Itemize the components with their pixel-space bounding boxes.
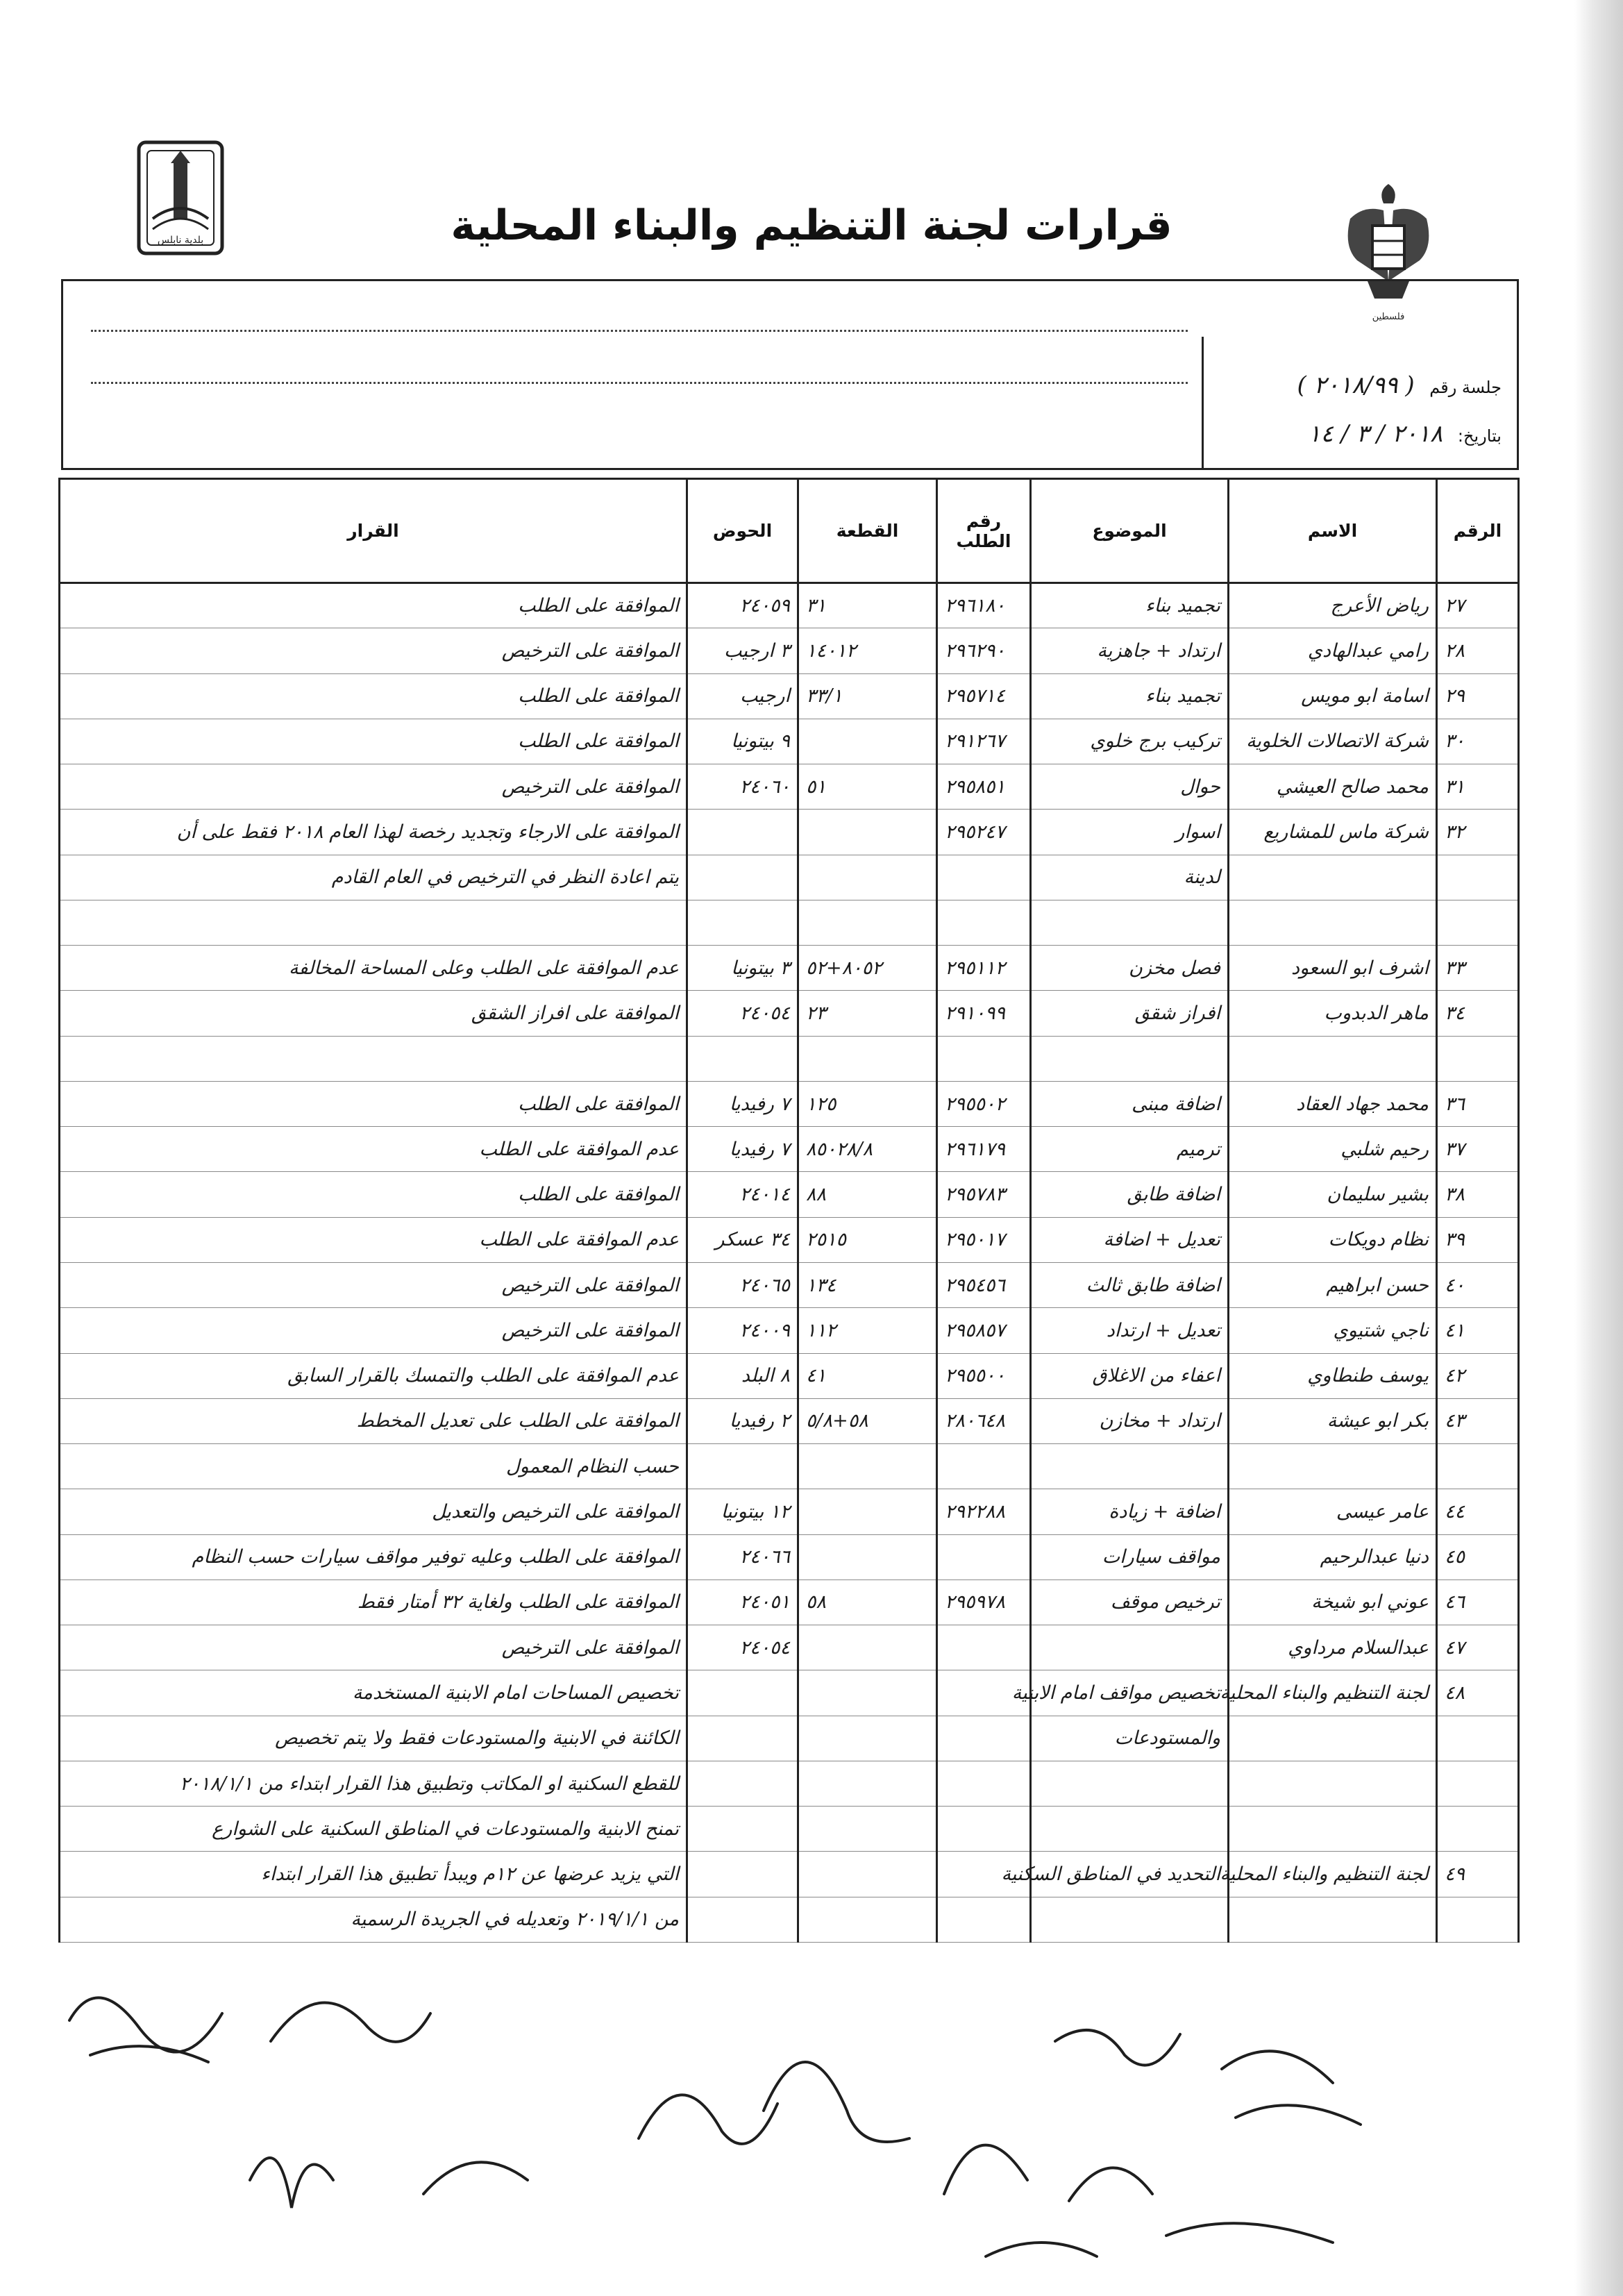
row-basin — [687, 810, 798, 855]
row-plot: ٨٥٠٢٨/٨ — [798, 1127, 937, 1172]
row-decision: للقطع السكنية او المكاتب وتطبيق هذا القرار ابتداء من ٢٠١٨/١/١ — [60, 1761, 687, 1806]
row-name: ماهر الدبدوب — [1229, 991, 1437, 1036]
row-subject: مواقف سيارات — [1031, 1534, 1229, 1579]
row-subject: ارتداد + مخازن — [1031, 1398, 1229, 1443]
row-plot: ٤١ — [798, 1353, 937, 1398]
row-name: رياض الأعرج — [1229, 583, 1437, 628]
row-plot: ٣١ — [798, 583, 937, 628]
row-number — [1437, 1444, 1519, 1489]
row-number: ٤١ — [1437, 1308, 1519, 1353]
row-basin: ٢٤٠٥٩ — [687, 583, 798, 628]
row-decision: الموافقة على الترخيص — [60, 628, 687, 673]
session-value: ( ٢٠١٨/٩٩ ) — [1297, 371, 1415, 399]
row-basin: ٩ بيتونيا — [687, 719, 798, 764]
row-request-number: ٢٩٥٥٠٢ — [937, 1081, 1031, 1126]
row-basin — [687, 855, 798, 900]
row-name — [1229, 1761, 1437, 1806]
row-plot — [798, 1534, 937, 1579]
emblem-caption: فلسطين — [1372, 312, 1405, 322]
table-row — [60, 1852, 1519, 1897]
row-request-number: ٢٩٥٢٤٧ — [937, 810, 1031, 855]
row-number: ٤٤ — [1437, 1489, 1519, 1534]
row-request-number: ٢٩٦٢٩٠ — [937, 628, 1031, 673]
row-plot — [798, 900, 937, 945]
row-name: شركة الاتصالات الخلوية — [1229, 719, 1437, 764]
row-name: رحيم شلبي — [1229, 1127, 1437, 1172]
row-number: ٤٣ — [1437, 1398, 1519, 1443]
row-number: ٣٦ — [1437, 1081, 1519, 1126]
row-request-number: ٢٩٥٥٠٠ — [937, 1353, 1031, 1398]
row-basin: ٢٤٠٠٩ — [687, 1308, 798, 1353]
table-row — [60, 1353, 1519, 1398]
table-row — [60, 1761, 1519, 1806]
row-basin: ٢٤٠٥١ — [687, 1579, 798, 1625]
row-request-number — [937, 1534, 1031, 1579]
row-subject: تركيب برج خلوي — [1031, 719, 1229, 764]
row-subject — [1031, 1625, 1229, 1670]
row-basin: ٢٤٠٦٦ — [687, 1534, 798, 1579]
row-request-number — [937, 855, 1031, 900]
row-basin: ٢٤٠٥٤ — [687, 1625, 798, 1670]
row-name — [1229, 1807, 1437, 1852]
row-name — [1229, 1716, 1437, 1761]
row-subject: لدينة — [1031, 855, 1229, 900]
row-subject — [1031, 1807, 1229, 1852]
table-row — [60, 810, 1519, 855]
row-decision: عدم الموافقة على الطلب والتمسك بالقرار السابق — [60, 1353, 687, 1398]
row-name — [1229, 1444, 1437, 1489]
row-name — [1229, 900, 1437, 945]
row-decision: الموافقة على الطلب — [60, 583, 687, 628]
row-plot: ٨٠٥٢+٥٢ — [798, 946, 937, 991]
row-name: اشرف ابو السعود — [1229, 946, 1437, 991]
table-row — [60, 764, 1519, 810]
row-name: لجنة التنظيم والبناء المحلية — [1229, 1852, 1437, 1897]
row-decision — [60, 1036, 687, 1081]
row-plot: ٢٥١٥ — [798, 1217, 937, 1262]
row-number: ٣٩ — [1437, 1217, 1519, 1262]
row-decision: الموافقة على الطلب — [60, 673, 687, 719]
row-request-number: ٢٩٥٤٥٦ — [937, 1262, 1031, 1307]
row-name: عوني ابو شيخة — [1229, 1579, 1437, 1625]
row-basin: ٢ رفيديا — [687, 1398, 798, 1443]
row-request-number: ٢٩٦١٨٠ — [937, 583, 1031, 628]
row-plot: ٣٣/١ — [798, 673, 937, 719]
row-decision: تمنح الابنية والمستودعات في المناطق السكنية على الشوارع — [60, 1807, 687, 1852]
row-request-number: ٢٩١٢٦٧ — [937, 719, 1031, 764]
table-row — [60, 991, 1519, 1036]
row-plot — [798, 1670, 937, 1716]
row-name: بشير سليمان — [1229, 1172, 1437, 1217]
row-decision: الموافقة على افراز الشقق — [60, 991, 687, 1036]
row-decision: حسب النظام المعمول — [60, 1444, 687, 1489]
row-number: ٤٧ — [1437, 1625, 1519, 1670]
row-request-number — [937, 1716, 1031, 1761]
session-label: جلسة رقم — [1429, 378, 1502, 397]
table-row — [60, 1534, 1519, 1579]
row-request-number: ٢٩٥٨٥٧ — [937, 1308, 1031, 1353]
row-basin — [687, 1807, 798, 1852]
row-decision: الموافقة على الترخيص — [60, 1262, 687, 1307]
row-basin — [687, 1852, 798, 1897]
table-row — [60, 719, 1519, 764]
table-row — [60, 1398, 1519, 1443]
row-basin: ٨ البلد — [687, 1353, 798, 1398]
row-number: ٤٠ — [1437, 1262, 1519, 1307]
row-subject: اعفاء من الاغلاق — [1031, 1353, 1229, 1398]
date-label: بتاريخ: — [1457, 426, 1502, 446]
row-number: ٤٦ — [1437, 1579, 1519, 1625]
header-divider — [1202, 337, 1204, 470]
row-subject: تعديل + اضافة — [1031, 1217, 1229, 1262]
row-plot — [798, 1625, 937, 1670]
row-subject: تخصيص مواقف امام الابنية — [1031, 1670, 1229, 1716]
row-subject: والمستودعات — [1031, 1716, 1229, 1761]
row-subject: اسوار — [1031, 810, 1229, 855]
row-subject: اضافة طابق — [1031, 1172, 1229, 1217]
row-decision: الكائنة في الابنية والمستودعات فقط ولا يتم تخصيص — [60, 1716, 687, 1761]
row-plot: ٢٣ — [798, 991, 937, 1036]
row-plot: ٨٨ — [798, 1172, 937, 1217]
table-row — [60, 1217, 1519, 1262]
row-plot — [798, 810, 937, 855]
row-basin: ٢٤٠١٤ — [687, 1172, 798, 1217]
row-subject: ارتداد + جاهزية — [1031, 628, 1229, 673]
row-plot: ١٤٠١٢ — [798, 628, 937, 673]
table-row — [60, 1670, 1519, 1716]
row-plot — [798, 1716, 937, 1761]
table-row — [60, 1036, 1519, 1081]
row-number: ٤٥ — [1437, 1534, 1519, 1579]
row-name: بكر ابو عيشة — [1229, 1398, 1437, 1443]
row-request-number: ٢٩١٠٩٩ — [937, 991, 1031, 1036]
row-plot: ٥٨ — [798, 1579, 937, 1625]
row-subject: ترخيص موقف — [1031, 1579, 1229, 1625]
row-request-number: ٢٩٥١١٢ — [937, 946, 1031, 991]
column-header-name: الاسم — [1229, 479, 1437, 583]
row-decision: الموافقة على الترخيص — [60, 764, 687, 810]
row-number: ٣٨ — [1437, 1172, 1519, 1217]
row-subject — [1031, 1761, 1229, 1806]
table-row — [60, 900, 1519, 945]
row-number: ٤٩ — [1437, 1852, 1519, 1897]
row-request-number — [937, 1761, 1031, 1806]
session-number — [1287, 371, 1502, 399]
row-number — [1437, 1807, 1519, 1852]
row-subject: اضافة + زيادة — [1031, 1489, 1229, 1534]
row-name: دنيا عبدالرحيم — [1229, 1534, 1437, 1579]
row-decision: يتم اعادة النظر في الترخيص في العام القادم — [60, 855, 687, 900]
row-basin — [687, 1761, 798, 1806]
row-number: ٢٩ — [1437, 673, 1519, 719]
row-decision: من ٢٠١٩/١/١ وتعديله في الجريدة الرسمية — [60, 1897, 687, 1942]
row-decision: الموافقة على الطلب — [60, 1172, 687, 1217]
row-plot: ٥٨+٥/٨ — [798, 1398, 937, 1443]
table-row — [60, 946, 1519, 991]
signatures — [42, 1930, 1499, 2277]
row-name — [1229, 1036, 1437, 1081]
table-row — [60, 583, 1519, 628]
row-number — [1437, 1036, 1519, 1081]
table-row — [60, 1262, 1519, 1307]
table-row — [60, 1308, 1519, 1353]
table-row — [60, 1807, 1519, 1852]
row-name: ناجي شتيوي — [1229, 1308, 1437, 1353]
row-plot — [798, 1807, 937, 1852]
row-plot — [798, 1761, 937, 1806]
row-name: محمد صالح العيشي — [1229, 764, 1437, 810]
row-number: ٤٢ — [1437, 1353, 1519, 1398]
row-decision: الموافقة على الطلب ولغاية ٣٢ أمتار فقط — [60, 1579, 687, 1625]
row-name: لجنة التنظيم والبناء المحلية — [1229, 1670, 1437, 1716]
row-request-number — [937, 1625, 1031, 1670]
row-basin: ١٢ بيتونيا — [687, 1489, 798, 1534]
column-header-request: رقم الطلب — [937, 479, 1031, 583]
table-row — [60, 1172, 1519, 1217]
row-subject: ترميم — [1031, 1127, 1229, 1172]
row-decision: عدم الموافقة على الطلب — [60, 1127, 687, 1172]
row-decision: تخصيص المساحات امام الابنية المستخدمة — [60, 1670, 687, 1716]
table-body — [60, 583, 1519, 1943]
row-name: رامي عبدالهادي — [1229, 628, 1437, 673]
row-subject: تجميد بناء — [1031, 673, 1229, 719]
row-name: حسن ابراهيم — [1229, 1262, 1437, 1307]
row-decision: الموافقة على الطلب وعليه توفير مواقف سيارات حسب النظام — [60, 1534, 687, 1579]
row-decision: الموافقة على الترخيص — [60, 1308, 687, 1353]
row-plot — [798, 1036, 937, 1081]
table-row — [60, 1444, 1519, 1489]
session-date — [1298, 420, 1502, 448]
row-subject: فصل مخزن — [1031, 946, 1229, 991]
row-plot: ١٢٥ — [798, 1081, 937, 1126]
row-subject — [1031, 1036, 1229, 1081]
row-decision: الموافقة على الطلب — [60, 1081, 687, 1126]
row-request-number — [937, 900, 1031, 945]
dotted-line — [91, 382, 1188, 384]
row-plot: ١١٢ — [798, 1308, 937, 1353]
row-name — [1229, 855, 1437, 900]
row-number: ٢٨ — [1437, 628, 1519, 673]
row-subject: اضافة طابق ثالث — [1031, 1262, 1229, 1307]
row-plot: ٥١ — [798, 764, 937, 810]
column-header-plot: القطعة — [798, 479, 937, 583]
table-header-row — [60, 479, 1519, 583]
row-basin: ٢٤٠٥٤ — [687, 991, 798, 1036]
row-request-number: ٢٨٠٦٤٨ — [937, 1398, 1031, 1443]
row-number: ٢٧ — [1437, 583, 1519, 628]
table-row — [60, 855, 1519, 900]
row-decision: الموافقة على الترخيص — [60, 1625, 687, 1670]
row-plot — [798, 1852, 937, 1897]
row-number: ٣٠ — [1437, 719, 1519, 764]
row-name: شركة ماس للمشاريع — [1229, 810, 1437, 855]
row-request-number — [937, 1036, 1031, 1081]
scan-edge-shadow — [1574, 0, 1623, 2296]
row-decision: الموافقة على الطلب — [60, 719, 687, 764]
row-name: اسامة ابو مويس — [1229, 673, 1437, 719]
row-subject: تجميد بناء — [1031, 583, 1229, 628]
page-title: قرارات لجنة التنظيم والبناء المحلية — [451, 201, 1172, 250]
row-number — [1437, 855, 1519, 900]
row-number — [1437, 1761, 1519, 1806]
row-request-number: ٢٩٥٠١٧ — [937, 1217, 1031, 1262]
row-number — [1437, 900, 1519, 945]
row-plot — [798, 855, 937, 900]
column-header-decision: القرار — [60, 479, 687, 583]
row-plot — [798, 719, 937, 764]
row-basin: ٢٤٠٦٠ — [687, 764, 798, 810]
table-row — [60, 673, 1519, 719]
row-subject: تعديل + ارتداد — [1031, 1308, 1229, 1353]
row-request-number — [937, 1444, 1031, 1489]
row-plot — [798, 1444, 937, 1489]
row-basin: ارجيب — [687, 673, 798, 719]
row-basin — [687, 900, 798, 945]
row-request-number: ٢٩٦١٧٩ — [937, 1127, 1031, 1172]
row-number: ٣١ — [1437, 764, 1519, 810]
row-basin: ٢٤٠٦٥ — [687, 1262, 798, 1307]
row-subject — [1031, 900, 1229, 945]
row-basin: ٣ ارجيب — [687, 628, 798, 673]
row-number: ٣٢ — [1437, 810, 1519, 855]
row-basin — [687, 1036, 798, 1081]
row-request-number: ٢٩٥٩٧٨ — [937, 1579, 1031, 1625]
decisions-table — [58, 478, 1520, 1943]
row-decision: الموافقة على الطلب على تعديل المخطط — [60, 1398, 687, 1443]
row-number: ٣٤ — [1437, 991, 1519, 1036]
row-name: عبدالسلام مرداوي — [1229, 1625, 1437, 1670]
row-plot — [798, 1489, 937, 1534]
row-request-number: ٢٩٥٨٥١ — [937, 764, 1031, 810]
row-basin — [687, 1444, 798, 1489]
table-row — [60, 1579, 1519, 1625]
row-basin: ٧ رفيديا — [687, 1081, 798, 1126]
row-basin: ٣٤ عسكر — [687, 1217, 798, 1262]
row-decision: عدم الموافقة على الطلب — [60, 1217, 687, 1262]
row-subject: اضافة مبنى — [1031, 1081, 1229, 1126]
dotted-line — [91, 330, 1188, 332]
row-name: محمد جهاد العقاد — [1229, 1081, 1437, 1126]
row-number: ٣٧ — [1437, 1127, 1519, 1172]
table-row — [60, 1716, 1519, 1761]
row-decision: الموافقة على الترخيص والتعديل — [60, 1489, 687, 1534]
row-basin: ٣ بيتونيا — [687, 946, 798, 991]
row-name: نظام دويكات — [1229, 1217, 1437, 1262]
row-name: عامر عيسى — [1229, 1489, 1437, 1534]
row-decision: الموافقة على الارجاء وتجديد رخصة لهذا العام ٢٠١٨ فقط على أن — [60, 810, 687, 855]
table-row — [60, 1625, 1519, 1670]
row-decision: عدم الموافقة على الطلب وعلى المساحة المخالفة — [60, 946, 687, 991]
column-header-basin: الحوض — [687, 479, 798, 583]
row-request-number: ٢٩٥٧١٤ — [937, 673, 1031, 719]
column-header-subject: الموضوع — [1031, 479, 1229, 583]
row-subject — [1031, 1444, 1229, 1489]
column-header-number: الرقم — [1437, 479, 1519, 583]
row-subject: التحديد في المناطق السكنية — [1031, 1852, 1229, 1897]
municipality-logo-caption: بلدية نابلس — [157, 235, 204, 246]
table-row — [60, 1127, 1519, 1172]
row-basin — [687, 1670, 798, 1716]
row-request-number: ٢٩٢٢٨٨ — [937, 1489, 1031, 1534]
row-number: ٤٨ — [1437, 1670, 1519, 1716]
row-request-number — [937, 1807, 1031, 1852]
row-number — [1437, 1716, 1519, 1761]
row-name: يوسف طنطاوي — [1229, 1353, 1437, 1398]
row-basin: ٧ رفيديا — [687, 1127, 798, 1172]
row-decision — [60, 900, 687, 945]
row-subject: افراز شقق — [1031, 991, 1229, 1036]
row-subject: حوال — [1031, 764, 1229, 810]
row-request-number: ٢٩٥٧٨٣ — [937, 1172, 1031, 1217]
row-number: ٣٣ — [1437, 946, 1519, 991]
table-row — [60, 1489, 1519, 1534]
table-row — [60, 1081, 1519, 1126]
date-value: ٢٠١٨ / ٣ / ١٤ — [1308, 420, 1443, 448]
row-basin — [687, 1716, 798, 1761]
header-box — [61, 279, 1519, 470]
table-row — [60, 628, 1519, 673]
row-decision: التي يزيد عرضها عن ١٢م ويبدأ تطبيق هذا القرار ابتداء — [60, 1852, 687, 1897]
row-plot: ١٣٤ — [798, 1262, 937, 1307]
